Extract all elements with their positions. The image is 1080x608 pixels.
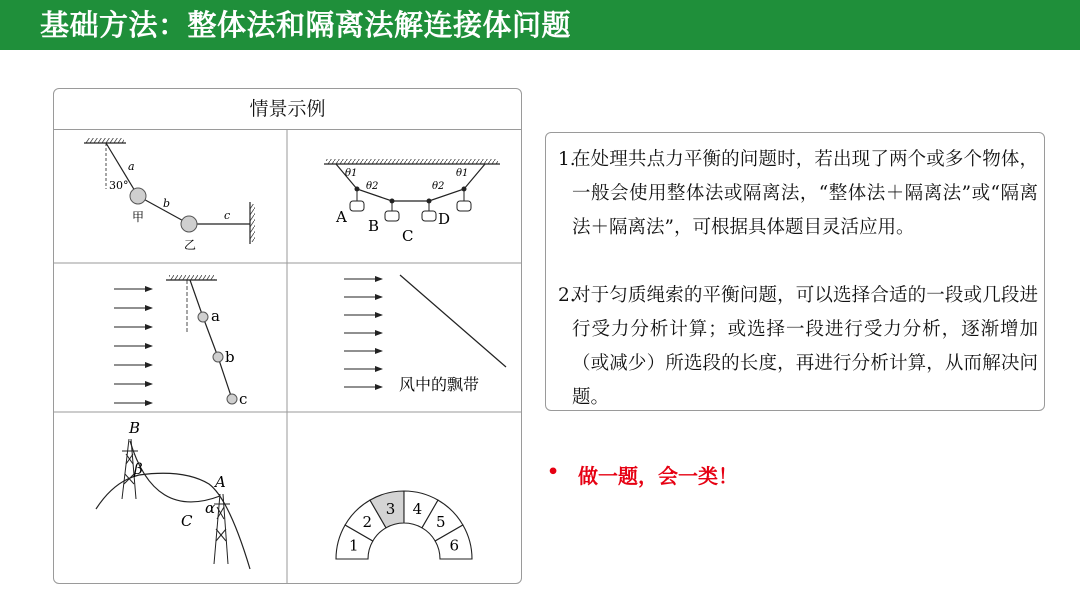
slogan: 做一题，会一类！: [578, 464, 738, 488]
label-B: B: [129, 419, 141, 437]
arch-block-label: 2: [362, 513, 373, 532]
scenario-table: [53, 88, 522, 584]
cell-cable-towers: [94, 419, 254, 583]
label-jia: 甲: [132, 210, 145, 224]
page-title: 基础方法：整体法和隔离法解连接体问题: [40, 8, 572, 42]
weight-a: [350, 201, 364, 211]
label-theta1-left: θ1: [345, 168, 358, 179]
cell-two-balls-strings: [84, 138, 255, 252]
cell-arch-blocks: [336, 491, 472, 559]
label-a: a: [128, 160, 135, 173]
bullet-dot: •: [547, 461, 560, 483]
ribbon-caption: 风中的飘带: [399, 375, 480, 394]
arch-block-label: 1: [348, 536, 359, 555]
scenario-diagrams: [54, 89, 521, 583]
header-bar: [0, 0, 1080, 50]
weight-b: [385, 211, 399, 221]
note-text: 在处理共点力平衡的问题时，若出现了两个或多个物体，一般会使用整体法或隔离法，“整体法＋隔离法”或“隔离法＋隔离法”，可根据具体题目灵活应用。: [572, 149, 1038, 238]
ceiling-hatch: [326, 159, 498, 164]
scenario-table-title: 情景示例: [54, 89, 521, 130]
arch-block-label: 5: [435, 513, 446, 532]
label-c: c: [239, 390, 248, 408]
label-A: A: [215, 473, 226, 491]
arch-block-label: 6: [449, 536, 460, 555]
label-b: b: [225, 348, 235, 366]
wind-arrows: [114, 289, 152, 403]
cell-ribbon-in-wind: [344, 275, 506, 394]
label-C: C: [181, 512, 193, 530]
note-number: 2.: [558, 285, 576, 306]
cell-four-weights: [324, 159, 500, 245]
note-number: 1.: [558, 149, 576, 170]
weight-c: [422, 211, 436, 221]
ball-yi: [181, 216, 197, 232]
label-c: c: [224, 209, 231, 222]
label-C: C: [402, 227, 414, 245]
label-b: b: [163, 197, 171, 210]
arch-block-label: 4: [412, 499, 423, 518]
label-A: A: [336, 208, 347, 226]
label-D: D: [438, 210, 451, 228]
label-theta1-right: θ1: [456, 168, 469, 179]
ceiling-hatch: [86, 138, 124, 143]
chain: [190, 280, 232, 399]
label-a: a: [211, 307, 220, 325]
ribbon: [400, 275, 506, 367]
ball-jia: [130, 188, 146, 204]
label-alpha: α: [205, 499, 216, 517]
label-beta: β: [134, 460, 143, 478]
wind-arrows: [344, 279, 382, 387]
cell-chain-in-wind: [114, 275, 247, 408]
ball-b: [213, 352, 223, 362]
ball-a: [198, 312, 208, 322]
label-30-degree: 30°: [109, 179, 129, 192]
note-item: [558, 143, 1038, 245]
ball-c: [227, 394, 237, 404]
arch-block-label: 3: [385, 499, 396, 518]
note-text: 对于匀质绳索的平衡问题，可以选择合适的一段或几段进行受力分析计算；或选择一段进行受力分析，逐渐增加（或减少）所选段的长度，再进行分析计算，从而解决问题。: [572, 285, 1038, 408]
label-theta2-left: θ2: [366, 181, 379, 192]
label-B: B: [368, 217, 380, 235]
label-yi: 乙: [184, 238, 197, 252]
note-item: [558, 279, 1038, 415]
ceiling-hatch: [169, 275, 215, 280]
weight-d: [457, 201, 471, 211]
notes-card: [545, 132, 1045, 411]
label-theta2-right: θ2: [432, 181, 445, 192]
